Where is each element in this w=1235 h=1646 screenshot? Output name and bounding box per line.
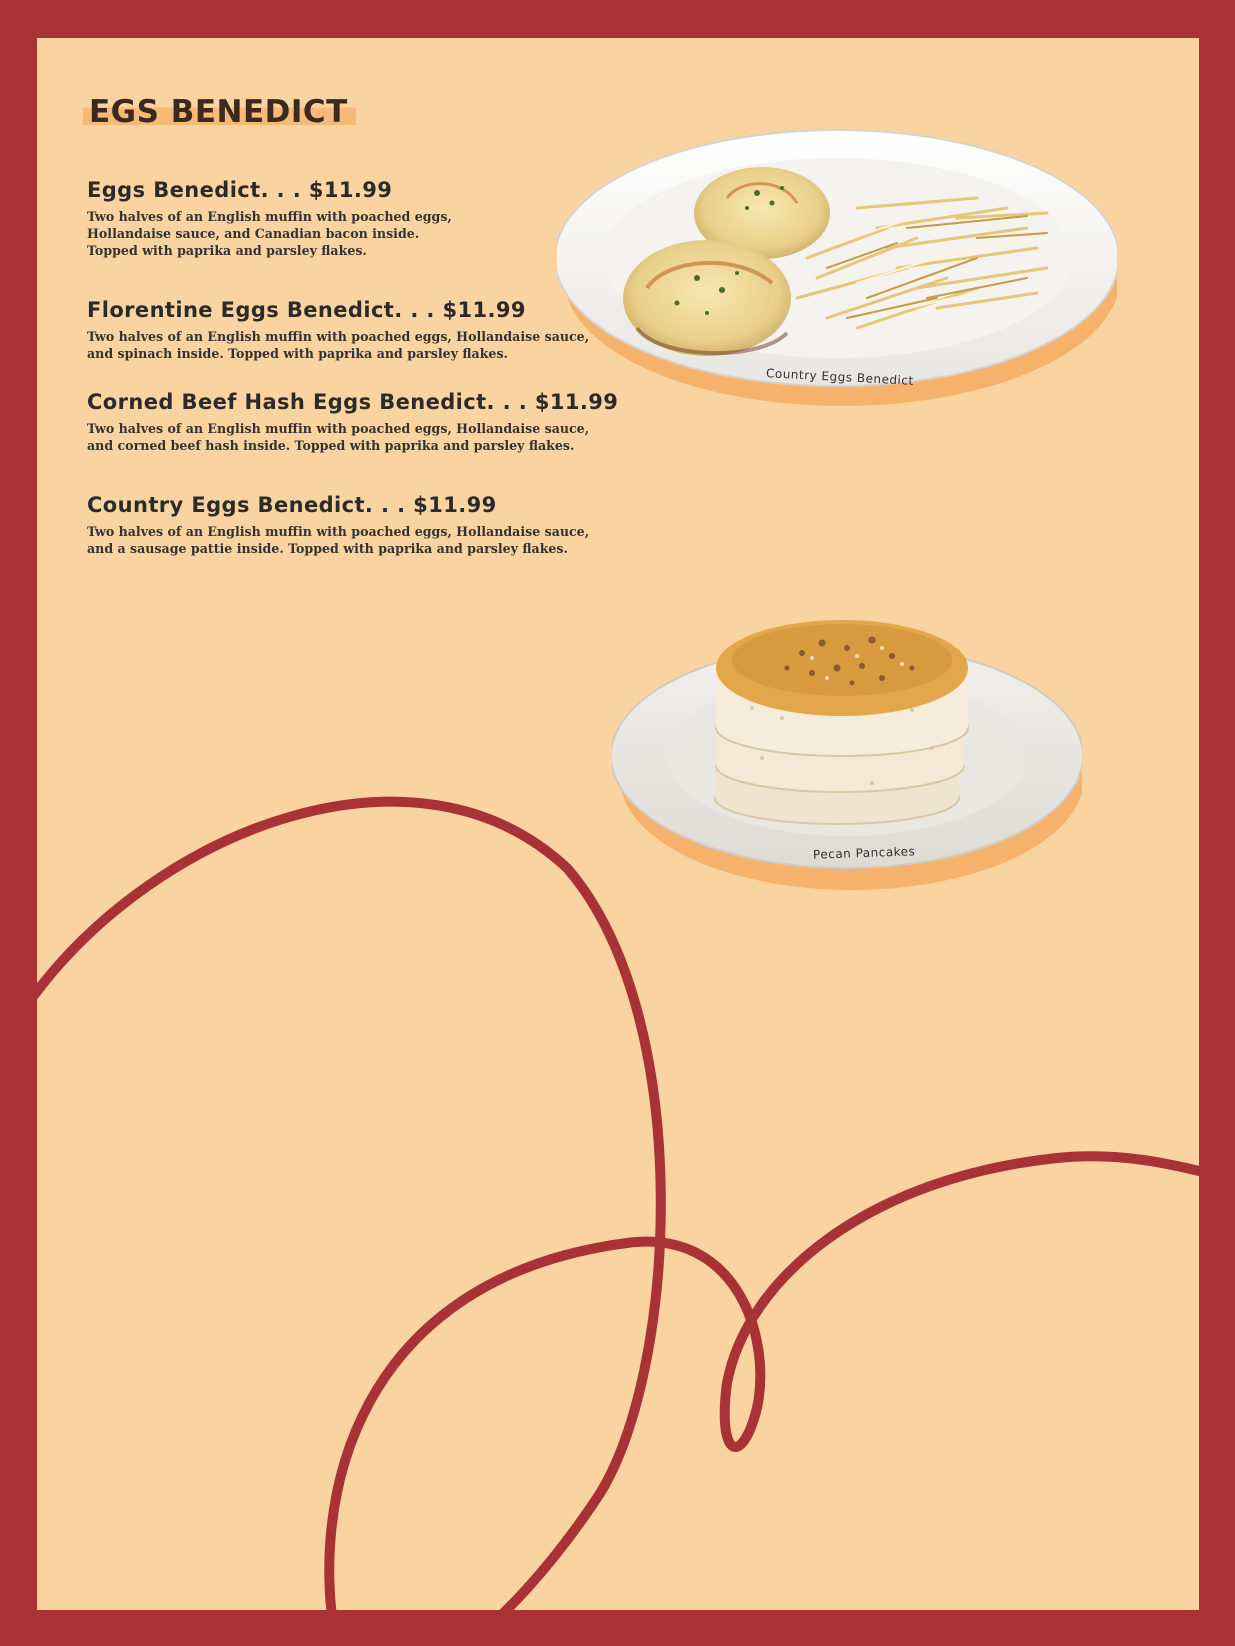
item-name: Corned Beef Hash Eggs Benedict. . . $11.99 (87, 390, 619, 414)
section-title: EGS BENEDICT (83, 94, 356, 130)
item-description: Two halves of an English muffin with poached eggs, Hollandaise sauce, and spinach inside. Topped with paprika and parsley flakes. (87, 329, 590, 361)
pecan-pancakes-caption: Pecan Pancakes (812, 844, 916, 862)
item-description: Two halves of an English muffin with poached eggs, Hollandaise sauce, and corned beef hash inside. Topped with paprika and parsley flakes. (87, 421, 590, 453)
item-name: Country Eggs Benedict. . . $11.99 (87, 493, 497, 517)
menu-panel (37, 38, 1199, 1610)
menu-item-corned-beef-hash-eggs-benedict (87, 390, 618, 454)
item-description: Two halves of an English muffin with poached eggs, Hollandaise sauce, and Canadian bacon inside. Topped with paprika and parsley flakes. (87, 209, 452, 258)
country-eggs-benedict-caption: Country Eggs Benedict (765, 366, 914, 388)
menu-item-eggs-benedict (87, 178, 452, 259)
item-name: Florentine Eggs Benedict. . . $11.99 (87, 298, 526, 322)
menu-item-florentine-eggs-benedict (87, 298, 589, 362)
menu-item-country-eggs-benedict (87, 493, 589, 557)
item-name: Eggs Benedict. . . $11.99 (87, 178, 393, 202)
item-description: Two halves of an English muffin with poached eggs, Hollandaise sauce, and a sausage pattie inside. Topped with paprika and parsley flakes. (87, 524, 590, 556)
